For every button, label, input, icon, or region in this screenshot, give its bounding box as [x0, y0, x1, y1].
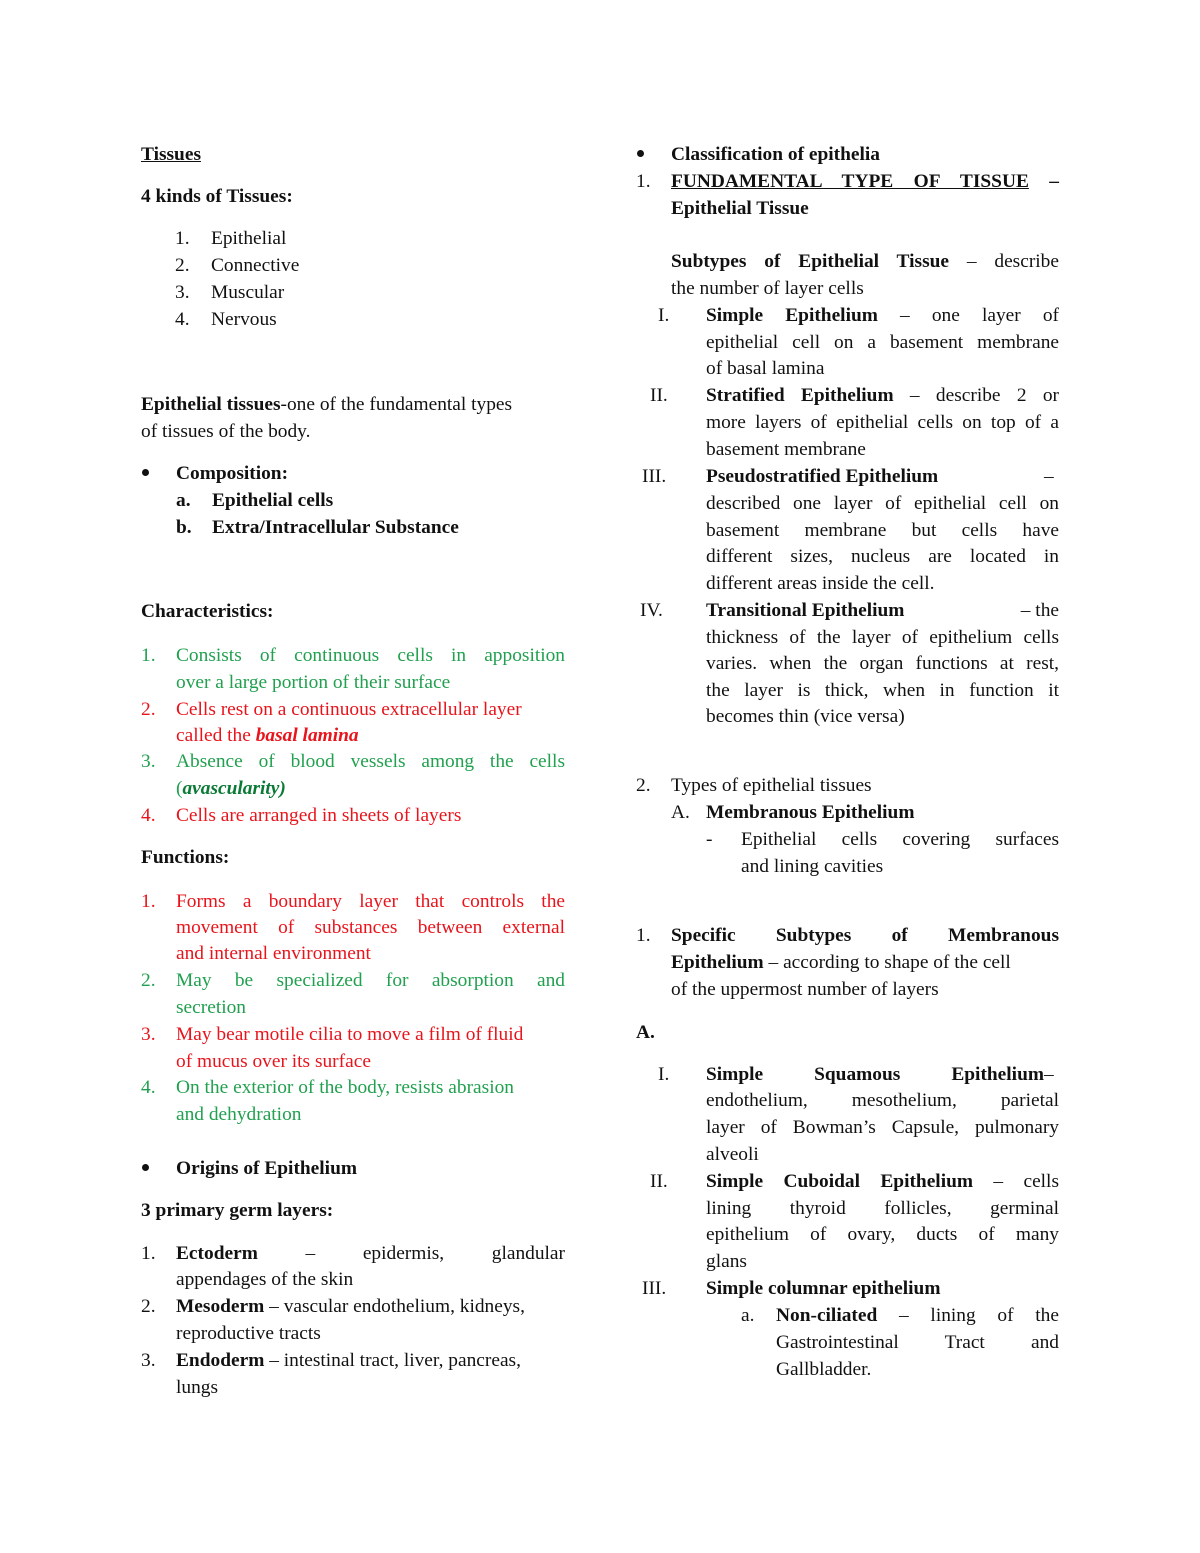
characteristics-heading: Characteristics: — [141, 601, 274, 622]
characteristic-item: Cells are arranged in sheets of layers — [176, 805, 462, 826]
function-item-cont: and dehydration — [176, 1104, 302, 1125]
roman-numeral: I. — [658, 1064, 670, 1085]
bullet-icon — [142, 1164, 149, 1171]
epithelial-def-text: -one of the fundamental types — [280, 394, 513, 415]
characteristic-item-cont — [176, 726, 359, 745]
subtype-item-cont: described one layer of epithelial cell on — [706, 493, 1059, 514]
text: – according to shape of the cell — [763, 952, 1011, 973]
subtype-item-cont: epithelium of ovary, ducts of many — [706, 1224, 1059, 1245]
dash: – — [1044, 466, 1054, 487]
endoderm-term: Endoderm — [176, 1350, 265, 1371]
list-item: Nervous — [211, 309, 277, 330]
composition-heading: Composition: — [176, 463, 289, 484]
subtype-item-cont: becomes thin (vice versa) — [706, 706, 905, 727]
text: – the — [1020, 600, 1059, 621]
bullet-icon — [637, 150, 644, 157]
list-number: 2. — [141, 970, 156, 991]
text: – vascular endothelium, kidneys, — [264, 1296, 525, 1317]
roman-numeral: III. — [642, 466, 667, 487]
columnar-term: Simple columnar epithelium — [706, 1278, 941, 1299]
subtype-item-cont: of basal lamina — [706, 358, 825, 379]
list-number: 2. — [175, 255, 190, 276]
list-number: 3. — [141, 1024, 156, 1045]
characteristic-item: Cells rest on a continuous extracellular layer — [176, 699, 522, 720]
subtype-item — [706, 386, 1059, 405]
specific-subtypes-heading: Specific Subtypes of Membranous — [671, 925, 1059, 946]
list-number: 4. — [175, 309, 190, 330]
cuboidal-term: Simple Cuboidal Epithelium — [706, 1171, 974, 1192]
function-item-cont: secretion — [176, 997, 246, 1018]
text: – — [1028, 171, 1059, 192]
text: ( — [176, 778, 183, 799]
subtype-item-cont: epithelial cell on a basement membrane — [706, 332, 1059, 353]
origins-heading: Origins of Epithelium — [176, 1158, 358, 1179]
text: – describe 2 or — [893, 385, 1059, 406]
membranous-desc-cont: and lining cavities — [741, 856, 884, 877]
list-number: 3. — [175, 282, 190, 303]
characteristic-item-cont: over a large portion of their surface — [176, 672, 451, 693]
function-item: Forms a boundary layer that controls the — [176, 891, 565, 912]
sub-item-cont: Gastrointestinal Tract and — [776, 1332, 1059, 1353]
subtype-item-cont: lining thyroid follicles, germinal — [706, 1198, 1059, 1219]
germ-layer-item-cont: reproductive tracts — [176, 1323, 321, 1344]
functions-heading: Functions: — [141, 847, 230, 868]
subtype-item-cont: more layers of epithelial cells on top of a — [706, 412, 1059, 433]
germ-layer-item — [176, 1297, 525, 1316]
subtype-item-cont: different sizes, nucleus are located in — [706, 546, 1059, 567]
page-title: Tissues — [141, 144, 201, 165]
characteristic-item: Consists of continuous cells in apposition — [176, 645, 565, 666]
germ-layer-item — [176, 1351, 521, 1370]
list-number: 2. — [636, 775, 651, 796]
fundamental-type-label: FUNDAMENTAL TYPE OF TISSUE — [671, 171, 1029, 192]
list-number: 1. — [141, 645, 156, 666]
types-heading: Types of epithelial tissues — [671, 775, 872, 796]
roman-numeral: I. — [658, 305, 670, 326]
membranous-desc: Epithelial cells covering surfaces — [741, 829, 1059, 850]
germ-layer-item-cont: lungs — [176, 1377, 219, 1398]
list-number: 1. — [175, 228, 190, 249]
subtype-item-cont: layer of Bowman’s Capsule, pulmonary — [706, 1117, 1059, 1138]
list-number: 1. — [141, 1243, 156, 1264]
epithelial-def-line2: of tissues of the body. — [141, 421, 311, 442]
sub-item — [776, 1306, 1059, 1325]
list-number: a. — [176, 490, 191, 511]
list-letter: A. — [671, 802, 690, 823]
list-number: 3. — [141, 1350, 156, 1371]
epithelial-term: Epithelial tissues — [141, 394, 281, 415]
list-item: Epithelial — [211, 228, 287, 249]
bullet-icon — [142, 469, 149, 476]
characteristic-item-cont — [176, 779, 286, 798]
subtypes-line2: the number of layer cells — [671, 278, 864, 299]
non-ciliated-term: Non-ciliated — [776, 1305, 878, 1326]
subtype-item-cont: alveoli — [706, 1144, 759, 1165]
classification-heading: Classification of epithelia — [671, 144, 880, 165]
subtype-item-cont: different areas inside the cell. — [706, 573, 935, 594]
dash: - — [706, 829, 713, 850]
subtype-item-cont: glans — [706, 1251, 747, 1272]
list-number: 1. — [636, 171, 651, 192]
subtypes-term: Subtypes of Epithelial Tissue — [671, 251, 950, 272]
function-item: On the exterior of the body, resists abrasion — [176, 1077, 514, 1098]
stratified-epithelium-term: Stratified Epithelium — [706, 385, 894, 406]
list-letter: a. — [741, 1305, 755, 1326]
text: – intestinal tract, liver, pancreas, — [264, 1350, 521, 1371]
subtype-item-cont: basement membrane but cells have — [706, 520, 1059, 541]
function-item-cont: and internal environment — [176, 943, 371, 964]
roman-numeral: II. — [650, 385, 668, 406]
kinds-heading: 4 kinds of Tissues: — [141, 186, 293, 207]
list-number: 4. — [141, 1077, 156, 1098]
text: – epidermis, glandular — [257, 1243, 565, 1264]
subtypes-line — [671, 252, 1059, 271]
text: called the — [176, 725, 256, 746]
subtype-item-cont: thickness of the layer of epithelium cells — [706, 627, 1059, 648]
specific-subtypes-line3: of the uppermost number of layers — [671, 979, 939, 1000]
germ-layer-item-cont: appendages of the skin — [176, 1269, 354, 1290]
list-item: Muscular — [211, 282, 285, 303]
roman-numeral: II. — [650, 1171, 668, 1192]
list-number: 1. — [141, 891, 156, 912]
text: – describe — [949, 251, 1059, 272]
list-number: 2. — [141, 1296, 156, 1317]
squamous-term: Simple Squamous Epithelium — [706, 1064, 1044, 1085]
list-number: 3. — [141, 751, 156, 772]
function-item: May bear motile cilia to move a film of fluid — [176, 1024, 524, 1045]
list-item: Extra/Intracellular Substance — [212, 517, 459, 538]
list-item: Epithelial cells — [212, 490, 334, 511]
basal-lamina-term: basal lamina — [255, 725, 359, 746]
subtype-item-cont: the layer is thick, when in function it — [706, 680, 1059, 701]
germ-layers-heading: 3 primary germ layers: — [141, 1200, 334, 1221]
epithelium-term: Epithelium — [671, 952, 764, 973]
list-number: 1. — [636, 925, 651, 946]
list-number: b. — [176, 517, 192, 538]
membranous-term: Membranous Epithelium — [706, 802, 915, 823]
dash: – — [1044, 1064, 1054, 1085]
transitional-term: Transitional Epithelium — [706, 600, 905, 621]
roman-numeral: IV. — [640, 600, 663, 621]
subtype-item-cont: varies. when the organ functions at rest, — [706, 653, 1059, 674]
sub-item-cont: Gallbladder. — [776, 1359, 872, 1380]
fundamental-type-line — [671, 172, 1059, 191]
pseudostratified-term: Pseudostratified Epithelium — [706, 466, 939, 487]
mesoderm-term: Mesoderm — [176, 1296, 265, 1317]
ectoderm-term: Ectoderm — [176, 1243, 258, 1264]
germ-layer-item — [176, 1244, 565, 1263]
function-item: May be specialized for absorption and — [176, 970, 565, 991]
list-item: Connective — [211, 255, 300, 276]
function-item-cont: of mucus over its surface — [176, 1051, 371, 1072]
text: – lining of the — [877, 1305, 1059, 1326]
roman-numeral: III. — [642, 1278, 667, 1299]
subtype-item — [706, 1172, 1059, 1191]
subtype-item-cont: basement membrane — [706, 439, 866, 460]
avascularity-term: avascularity) — [182, 778, 286, 799]
list-number: 2. — [141, 699, 156, 720]
list-number: 4. — [141, 805, 156, 826]
characteristic-item: Absence of blood vessels among the cells — [176, 751, 565, 772]
subtype-item-cont: endothelium, mesothelium, parietal — [706, 1090, 1059, 1111]
section-label: A. — [636, 1022, 655, 1043]
text: – one layer of — [877, 305, 1059, 326]
specific-subtypes-line2 — [671, 953, 1011, 972]
epithelial-definition — [141, 395, 512, 414]
simple-epithelium-term: Simple Epithelium — [706, 305, 878, 326]
fundamental-type-value: Epithelial Tissue — [671, 198, 809, 219]
text: – cells — [973, 1171, 1059, 1192]
function-item-cont: movement of substances between external — [176, 917, 565, 938]
subtype-item — [706, 306, 1059, 325]
